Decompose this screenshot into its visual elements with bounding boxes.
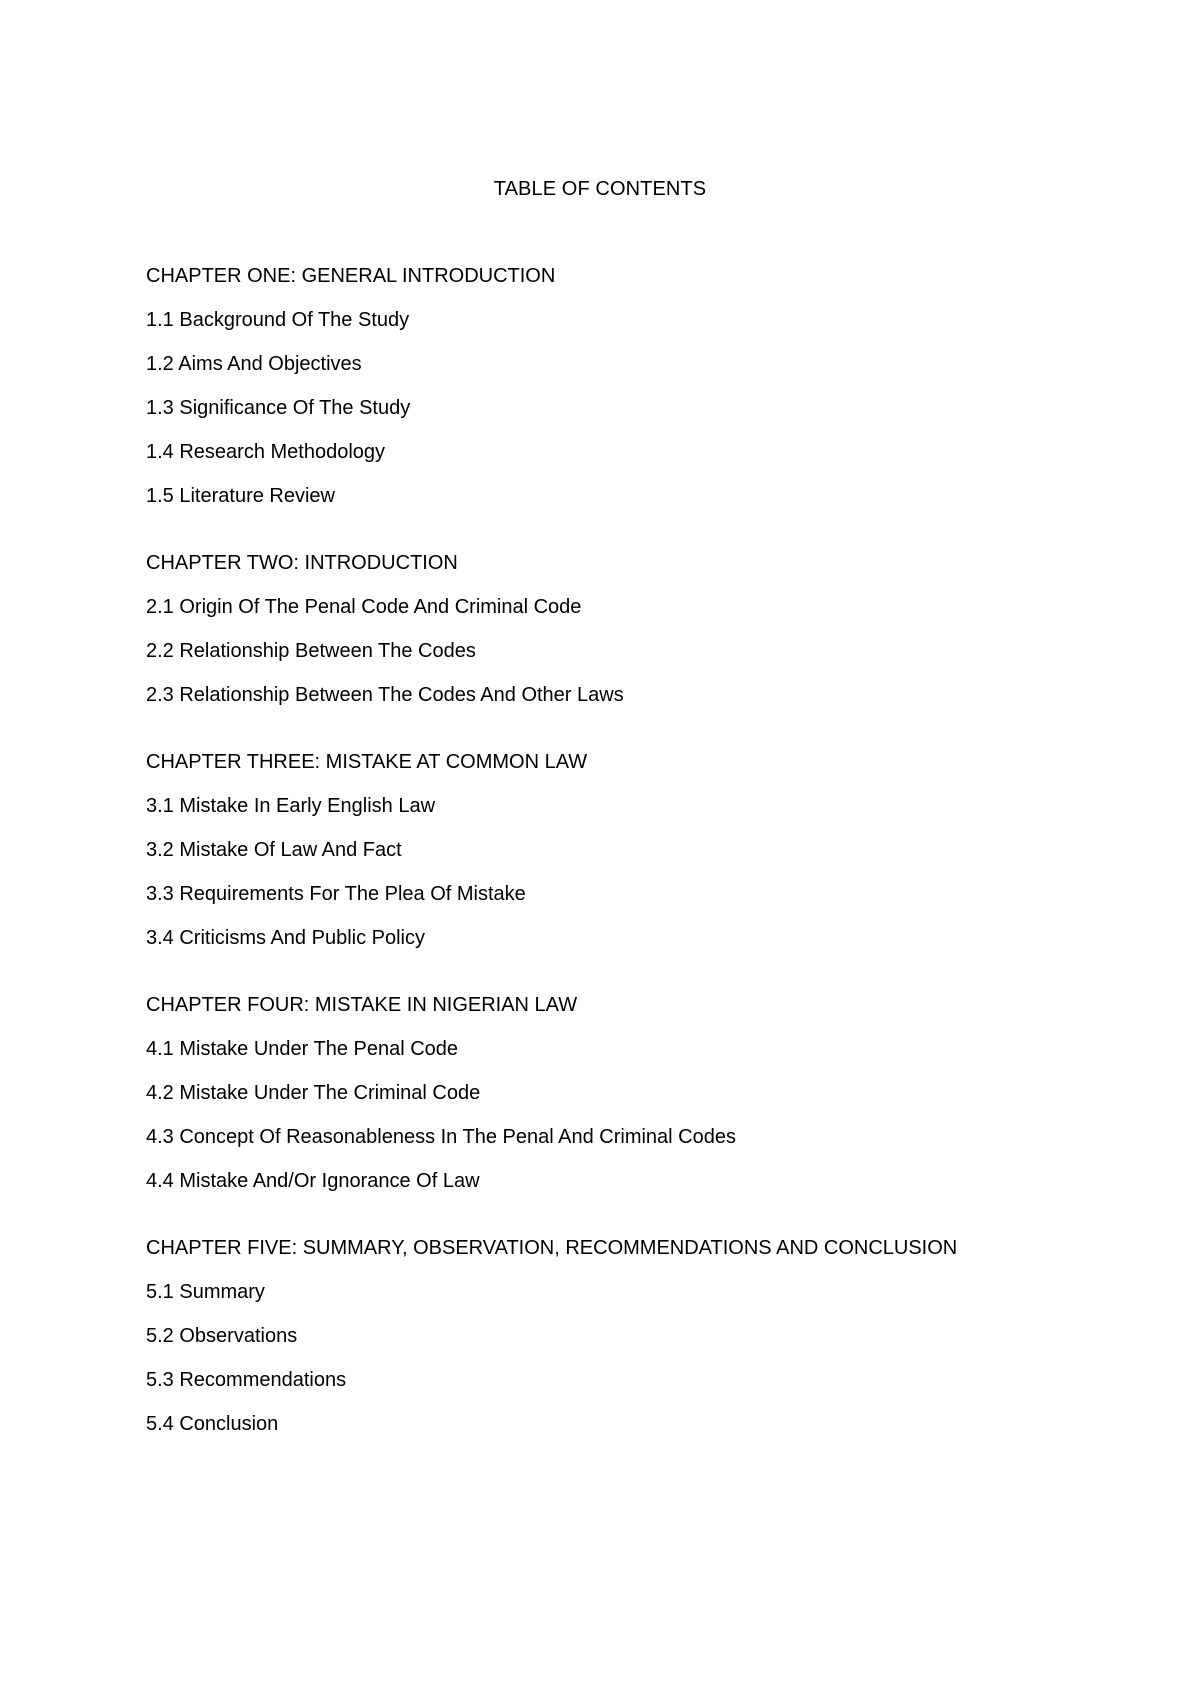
chapter-section — [146, 551, 1146, 707]
page-title: TABLE OF CONTENTS — [493, 178, 707, 200]
toc-entry: 2.3 Relationship Between The Codes And Other Laws — [146, 684, 624, 706]
toc-entry: 4.3 Concept Of Reasonableness In The Penal And Criminal Codes — [146, 1126, 736, 1148]
chapter-heading: CHAPTER THREE: MISTAKE AT COMMON LAW — [146, 751, 588, 773]
chapter-section — [146, 993, 1146, 1193]
toc-entry: 1.2 Aims And Objectives — [146, 353, 362, 375]
chapter-heading: CHAPTER FOUR: MISTAKE IN NIGERIAN LAW — [146, 994, 578, 1016]
toc-entry: 3.4 Criticisms And Public Policy — [146, 927, 425, 949]
toc-entry: 3.3 Requirements For The Plea Of Mistake — [146, 883, 526, 905]
toc-entry: 5.4 Conclusion — [146, 1413, 279, 1435]
chapter-section — [146, 1236, 1146, 1436]
toc-entry: 4.4 Mistake And/Or Ignorance Of Law — [146, 1170, 480, 1192]
toc-entry: 2.2 Relationship Between The Codes — [146, 640, 476, 662]
chapter-heading: CHAPTER TWO: INTRODUCTION — [146, 552, 458, 574]
toc-entry: 2.1 Origin Of The Penal Code And Criminal Code — [146, 596, 582, 618]
toc-entry: 5.2 Observations — [146, 1325, 298, 1347]
chapter-section — [146, 750, 1146, 950]
toc-entry: 4.1 Mistake Under The Penal Code — [146, 1038, 459, 1060]
chapter-section — [146, 264, 1146, 508]
table-of-contents — [146, 264, 1146, 1479]
chapter-heading: CHAPTER FIVE: SUMMARY, OBSERVATION, RECOMMENDATIONS AND CONCLUSION — [146, 1237, 958, 1259]
toc-entry: 5.3 Recommendations — [146, 1369, 347, 1391]
toc-entry: 1.5 Literature Review — [146, 485, 335, 507]
toc-entry: 3.1 Mistake In Early English Law — [146, 795, 436, 817]
toc-entry: 5.1 Summary — [146, 1281, 265, 1303]
chapter-heading: CHAPTER ONE: GENERAL INTRODUCTION — [146, 265, 556, 287]
toc-entry: 1.3 Significance Of The Study — [146, 397, 411, 419]
toc-entry: 3.2 Mistake Of Law And Fact — [146, 839, 402, 861]
toc-entry: 1.1 Background Of The Study — [146, 309, 410, 331]
toc-entry: 1.4 Research Methodology — [146, 441, 386, 463]
toc-entry: 4.2 Mistake Under The Criminal Code — [146, 1082, 481, 1104]
